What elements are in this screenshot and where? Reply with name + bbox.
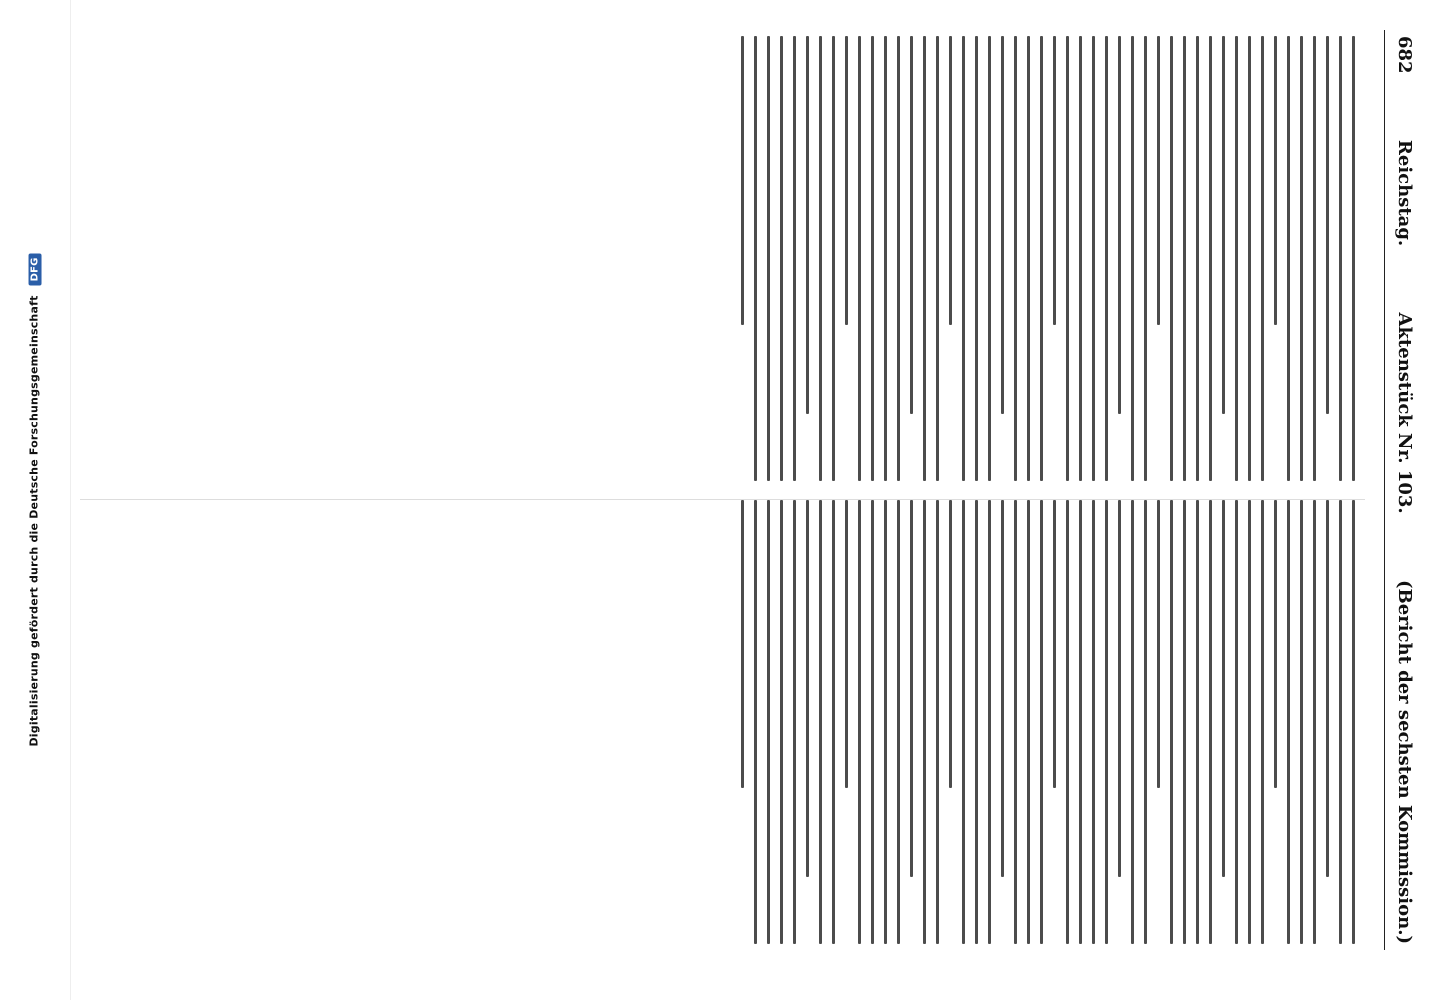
dfg-logo: DFG — [29, 253, 42, 285]
digitization-notice — [28, 253, 42, 746]
digitization-notice-text: Digitalisierung gefördert durch die Deutsche Forschungsgemeinschaft — [28, 295, 42, 747]
scan-page — [70, 30, 1425, 950]
left-column-text — [80, 36, 1365, 481]
page-header — [1384, 30, 1425, 950]
right-column — [80, 499, 1365, 945]
left-column — [80, 36, 1365, 481]
rotated-page — [70, 30, 1425, 950]
section-title: Reichstag. — [1394, 139, 1416, 247]
right-column-text — [80, 500, 1365, 945]
digitization-footer — [0, 0, 71, 1000]
running-title: (Bericht der sechsten Kommission.) — [1394, 580, 1416, 944]
page-number: 682 — [1394, 36, 1416, 74]
page-body — [70, 30, 1375, 950]
document-reference: Aktenstück Nr. 103. — [1394, 312, 1416, 514]
